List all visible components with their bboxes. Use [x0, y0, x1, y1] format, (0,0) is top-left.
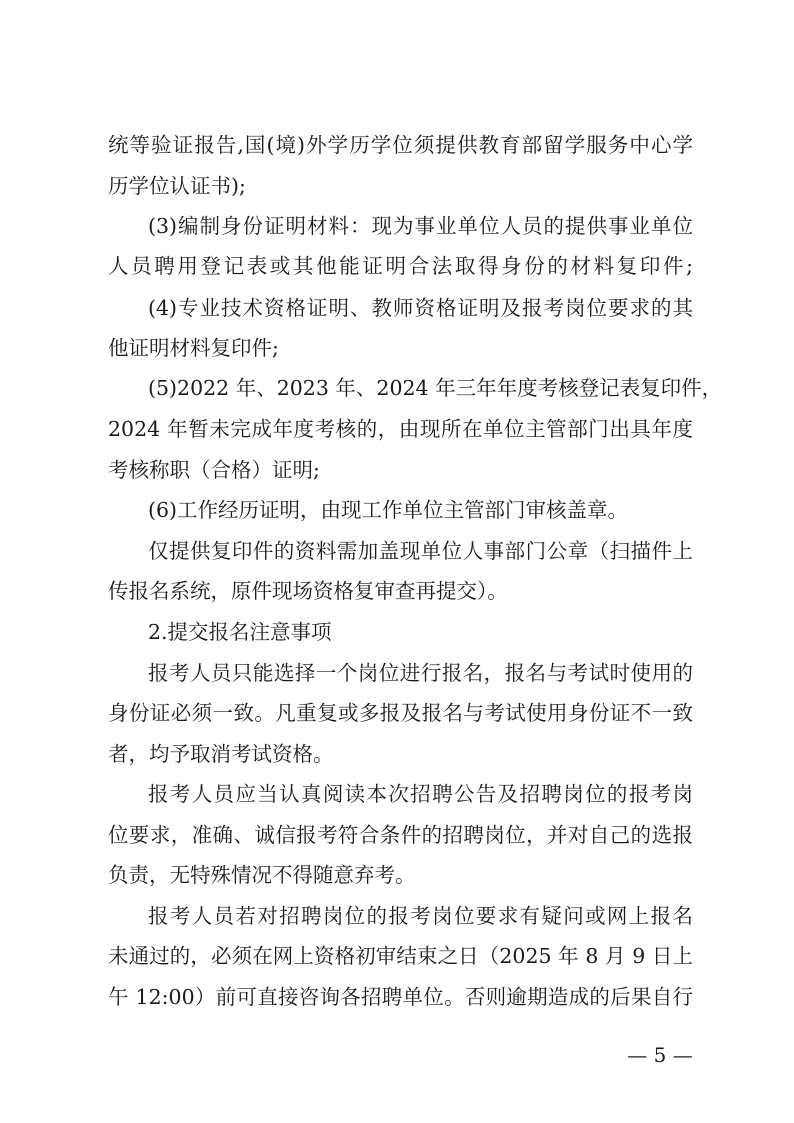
text-line: 考核称职（合格）证明; [108, 458, 320, 482]
text-line: (5)2022 年、2023 年、2024 年三年年度考核登记表复印件， [148, 376, 723, 400]
text-line: 者，均予取消考试资格。 [108, 742, 334, 766]
text-line: 负责，无特殊情况不得随意弃考。 [108, 863, 416, 887]
page-number: — 5 — [627, 1043, 693, 1067]
text-line: 他证明材料复印件; [108, 336, 279, 360]
text-line: 身份证必须一致。凡重复或多报及报名与考试使用身份证不一致 [108, 701, 693, 725]
text-line: 仅提供复印件的资料需加盖现单位人事部门公章（扫描件上 [148, 539, 693, 563]
text-line: 位要求，准确、诚信报考符合条件的招聘岗位，并对自己的选报 [108, 823, 693, 847]
text-line: 午 12:00）前可直接咨询各招聘单位。否则逾期造成的后果自行 [108, 985, 693, 1009]
text-line: 2024 年暂未完成年度考核的，由现所在单位主管部门出具年度 [108, 417, 693, 441]
text-line: (6)工作经历证明，由现工作单位主管部门审核盖章。 [148, 498, 629, 522]
text-line: 人员聘用登记表或其他能证明合法取得身份的材料复印件; [108, 254, 693, 278]
text-line: 报考人员应当认真阅读本次招聘公告及招聘岗位的报考岗 [148, 782, 693, 806]
text-line: 历学位认证书); [108, 174, 246, 198]
text-line: (4)专业技术资格证明、教师资格证明及报考岗位要求的其 [148, 296, 693, 320]
text-line: 报考人员只能选择一个岗位进行报名，报名与考试时使用的 [148, 661, 693, 685]
text-line: 未通过的，必须在网上资格初审结束之日（2025 年 8 月 9 日上 [108, 944, 693, 968]
text-line: 传报名系统，原件现场资格复审查再提交）。 [108, 579, 508, 603]
section-heading: 2.提交报名注意事项 [148, 620, 332, 644]
text-line: 报考人员若对招聘岗位的报考岗位要求有疑问或网上报名 [148, 904, 693, 928]
text-line: 统等验证报告,国(境)外学历学位须提供教育部留学服务中心学 [108, 133, 693, 157]
text-line: (3)编制身份证明材料：现为事业单位人员的提供事业单位 [148, 214, 693, 238]
